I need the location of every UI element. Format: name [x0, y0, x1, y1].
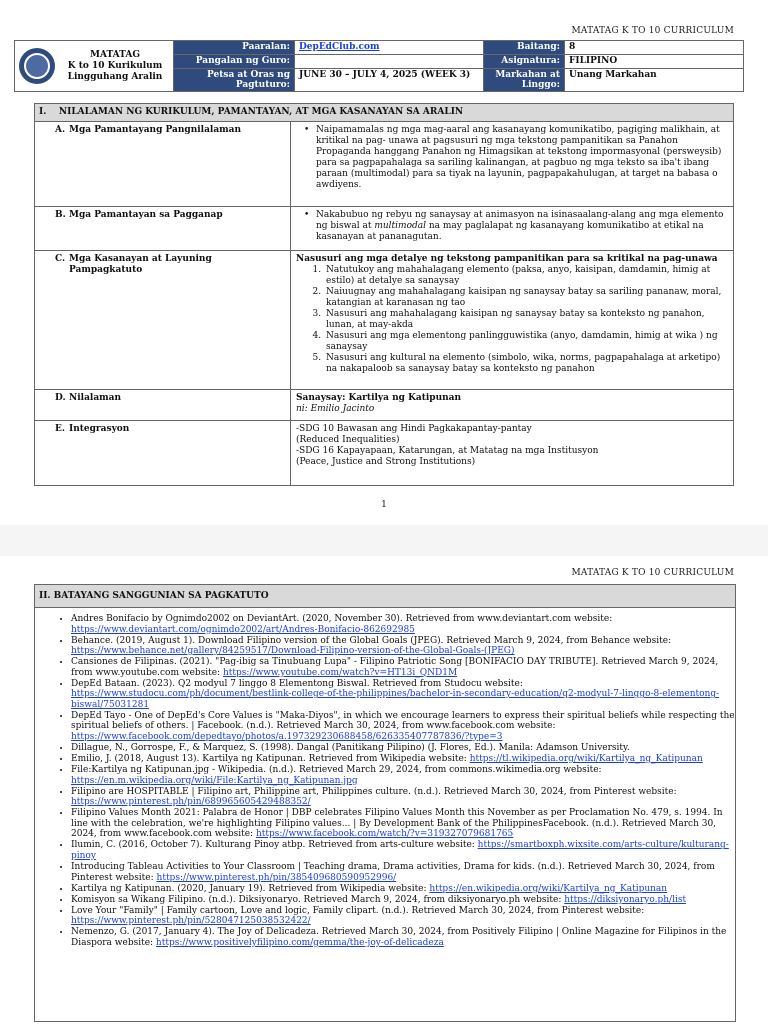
reference-text: Behance. (2019, August 1). Download Filipino version of the Global Goals (JPEG). Retrieved March 9, 2024, from Behance website:: [71, 635, 672, 646]
reference-link[interactable]: https://www.pinterest.ph/pin/385409680590952996/: [156, 872, 397, 883]
reference-text: Ilumin, C. (2016, October 7). Kulturang Pinoy atbp. Retrieved from arts-culture website:: [71, 840, 478, 851]
reference-item: [71, 884, 735, 895]
reference-link[interactable]: https://www.youtube.com/watch?v=HT13i_QND1M: [223, 667, 458, 678]
reference-item: [71, 711, 735, 743]
teacher-label: Pangalan ng Guro:: [174, 55, 295, 69]
reference-item: [71, 743, 735, 754]
row-e: [35, 421, 734, 486]
row-d-label: Nilalaman: [69, 393, 122, 403]
bullet-icon: •: [304, 210, 310, 220]
row-d-letter: D.: [55, 393, 66, 403]
row-e-letter: E.: [55, 424, 65, 434]
row-b: [35, 207, 734, 251]
row-c: [35, 251, 734, 390]
reference-link[interactable]: https://www.pinterest.ph/pin/689965605429488352/: [71, 797, 311, 808]
integration-line: (Reduced Inequalities): [296, 435, 400, 445]
reference-link[interactable]: https://en.m.wikipedia.org/wiki/File:Kartilya_ng_Katipunan.jpg: [71, 775, 358, 786]
date-label: Petsa at Oras ng Pagtuturo:: [174, 69, 295, 92]
lesson-header-table: [14, 40, 744, 92]
reference-text: File:Kartilya ng Katipunan.jpg - Wikipedia. (n.d.). Retrieved March 29, 2024, from commons.wikimedia.org website:: [71, 765, 602, 776]
quarter-value: Unang Markahan: [565, 69, 744, 92]
reference-link[interactable]: https://www.behance.net/gallery/84259517/Download-Filipino-version-of-the-Global-Goals-(JPEG): [71, 646, 515, 657]
logo-cell: [15, 41, 174, 92]
subject-value: FILIPINO: [565, 55, 744, 69]
date-value: JUNE 30 – JULY 4, 2025 (WEEK 3): [295, 69, 484, 92]
row-c-label: Mga Kasanayan at Layuning Pampagkatuto: [69, 254, 212, 275]
lesson-content-title: Sanaysay: Kartilya ng Katipunan: [296, 393, 462, 403]
reference-item: [71, 808, 735, 840]
reference-link[interactable]: https://diksiyonaryo.ph/list: [564, 894, 687, 905]
reference-link[interactable]: https://www.studocu.com/ph/document/bestlink-college-of-the-philippines/bachelor-in-secondary-education/q2-modyul-7-linggo-8-elementong-biswal/75031281: [71, 689, 720, 710]
reference-item: [71, 895, 735, 906]
reference-text: Komisyon sa Wikang Filipino. (n.d.). Diksiyonaryo. Retrieved March 9, 2024, from diksiyonaryo.ph website:: [71, 894, 565, 905]
section1-title: I. NILALAMAN NG KURIKULUM, PAMANTAYAN, AT MGA KASANAYAN SA ARALIN: [35, 104, 734, 122]
reference-link[interactable]: https://tl.wikipedia.org/wiki/Kartilya_ng_Katipunan: [469, 754, 703, 765]
curriculum-header: MATATAG K TO 10 CURRICULUM: [571, 568, 734, 578]
deped-seal-icon: [19, 48, 55, 84]
reference-link[interactable]: https://www.facebook.com/depedtayo/photos/a.197329230688458/626335407787836/?type=3: [71, 731, 503, 742]
reference-link[interactable]: https://www.deviantart.com/ognimdo2002/art/Andres-Bonifacio-862692985: [71, 624, 415, 635]
list-item: 4. Nasusuri ang mga elementong panlingguwistika (anyo, damdamin, himig at wika ) ng sanaysay: [324, 331, 728, 353]
reference-item: [71, 906, 735, 927]
quarter-label: Markahan at Linggo:: [484, 69, 565, 92]
reference-list: [35, 614, 735, 948]
list-item: 5. Nasusuri ang kultural na elemento (simbolo, wika, norms, pagpapahalaga at arketipo) na nakapaloob sa sanaysay batay sa konteksto ng panahon: [324, 353, 728, 375]
reference-link[interactable]: https://smartboxph.wixsite.com/arts-culture/kulturang-pinoy: [71, 840, 729, 861]
reference-item: [71, 765, 735, 786]
reference-item: [71, 927, 735, 948]
school-link[interactable]: DepEdClub.com: [299, 42, 380, 52]
reference-text: Emilio, J. (2018, August 13). Kartilya ng Katipunan. Retrieved from Wikipedia website:: [71, 754, 470, 765]
row-b-text: Nakabubuo ng rebyu ng sanaysay at animasyon na isinasaalang-alang ang mga elemento ng biswal at multimodal na may paglalapat ng kasanayang komunikatibo at etikal na kasanayan at pananagutan.: [316, 210, 724, 242]
reference-link[interactable]: https://en.wikipedia.org/wiki/Kartilya_ng_Katipunan: [429, 883, 668, 894]
row-c-letter: C.: [55, 254, 66, 264]
grade-value: 8: [565, 41, 744, 55]
reference-text: DepEd Tayo - One of DepEd's Core Values is "Maka-Diyos", in which we encourage learners to express their spiritual beliefs while respecting the spiritual beliefs of others. | Facebook. (n.d.). Retrieved March 30, 2024, from www.facebook.com website:: [71, 710, 735, 732]
reference-text: Cansiones de Filipinas. (2021). "Pag-ibig sa Tinubuang Lupa" - Filipino Patriotic Song [BONIFACIO DAY TRIBUTE]. Retrieved March 9, 2024, from www.youtube.com website:: [71, 657, 719, 678]
reference-item: [71, 754, 735, 765]
lesson-title: MATATAG K to 10 Kurikulum Lingguhang Aralin: [67, 49, 163, 82]
row-b-letter: B.: [55, 210, 66, 220]
bullet-icon: •: [304, 125, 310, 135]
reference-text: Filipino Values Month 2021: Palabra de Honor | DBP celebrates Filipino Values Month this November as per Proclamation No. 479, s. 1994. In line with the celebration, we're highlighting Filipino values... | By Development Bank of the PhilippinesFacebook. (n.d.). Retrieved March 30, 2024, from www.facebook.com website:: [71, 808, 723, 840]
reference-link[interactable]: https://www.facebook.com/watch/?v=319327079681765: [255, 829, 514, 840]
reference-text: Introducing Tableau Activities to Your Classroom | Teaching drama, Drama activities, Drama for kids. (n.d.). Retrieved March 30, 2024, from Pinterest website:: [71, 862, 715, 883]
reference-link[interactable]: https://www.pinterest.ph/pin/528047125038532422/: [71, 916, 311, 927]
row-b-label: Mga Pamantayan sa Pagganap: [69, 210, 223, 220]
grade-label: Baitang:: [484, 41, 565, 55]
teacher-value: [295, 55, 484, 69]
row-c-heading: Nasusuri ang mga detalye ng tekstong pampanitikan para sa kritikal na pag-unawa: [296, 254, 718, 264]
reference-item: [71, 679, 735, 711]
row-a-text: Naipamamalas ng mga mag-aaral ang kasanayang komunikatibo, pagiging malikhain, at kritikal na pag- unawa at pagsusuri ng mga tekstong pampanitikan sa Panahon Propaganda hanggang Panahon ng Himagsikan at tekstong impormasyonal (persweysib) para sa pagpapahalaga sa sariling kalinangan, at pagbuo ng mga teksto sa iba't ibang paraan (multimodal) para sa tiyak na layunin, pagpapakahulugan, at target na babasa o awdiyens.: [316, 125, 722, 190]
row-a: [35, 122, 734, 207]
competency-list: [296, 265, 728, 375]
reference-text: Andres Bonifacio by Ognimdo2002 on DeviantArt. (2020, November 30). Retrieved from www.deviantart.com website:: [71, 614, 613, 624]
list-item: 2. Naiuugnay ang mahahalagang kaisipan ng sanaysay batay sa sariling pananaw, moral, katangian at karanasan ng tao: [324, 287, 728, 309]
reference-item: [71, 614, 735, 635]
reference-item: [71, 862, 735, 883]
reference-text: Dillague, N., Gorrospe, F., & Marquez, S. (1998). Dangal (Panitikang Pilipino) (J. Flores, Ed.). Manila: Adamson University.: [71, 742, 630, 753]
row-a-letter: A.: [55, 125, 66, 135]
section2-title: II. BATAYANG SANGGUNIAN SA PAGKATUTO: [35, 585, 735, 608]
subject-label: Asignatura:: [484, 55, 565, 69]
curriculum-content-table: [34, 103, 734, 486]
lesson-content-author: ni: Emilio Jacinto: [296, 404, 375, 414]
reference-link[interactable]: https://www.positivelyfilipino.com/gemma/the-joy-of-delicadeza: [155, 937, 444, 948]
reference-text: DepEd Bataan. (2023). Q2 modyul 7 linggo 8 Elementong Biswal. Retrieved from Studocu website:: [71, 678, 523, 689]
row-a-label: Mga Pamantayang Pangnilalaman: [69, 125, 242, 135]
row-e-label: Integrasyon: [69, 424, 130, 434]
reference-text: Kartilya ng Katipunan. (2020, January 19). Retrieved from Wikipedia website:: [71, 883, 430, 894]
list-item: 1. Natutukoy ang mahahalagang elemento (paksa, anyo, kaisipan, damdamin, himig at estilo) at detalye sa sanaysay: [324, 265, 728, 287]
integration-line: -SDG 10 Bawasan ang Hindi Pagkakapantay-pantay: [296, 424, 532, 434]
reference-item: [71, 787, 735, 808]
document-page-2: [0, 556, 768, 1024]
reference-item: [71, 657, 735, 678]
reference-text: Love Your "Family" | Family cartoon, Love and logic, Family clipart. (n.d.). Retrieved March 30, 2024, from Pinterest website:: [71, 905, 645, 916]
integration-line: (Peace, Justice and Strong Institutions): [296, 457, 476, 467]
reference-item: [71, 636, 735, 657]
school-value: [295, 41, 484, 55]
integration-line: -SDG 16 Kapayapaan, Katarungan, at Matatag na mga Institusyon: [296, 446, 599, 456]
school-label: Paaralan:: [174, 41, 295, 55]
curriculum-header: MATATAG K TO 10 CURRICULUM: [571, 26, 734, 36]
row-d: [35, 390, 734, 421]
reference-text: Filipino are HOSPITABLE | Filipino art, Philippine art, Philippines culture. (n.d.). Retrieved March 30, 2024, from Pinterest website:: [71, 786, 677, 797]
reference-text: Nemenzo, G. (2017, January 4). The Joy of Delicadeza. Retrieved March 30, 2024, from Positively Filipino | Online Magazine for Filipinos in the Diaspora website:: [71, 927, 727, 948]
page-number: 1: [381, 500, 387, 510]
list-item: 3. Nasusuri ang mahahalagang kaisipan ng sanaysay batay sa konteksto ng panahon, lunan, at may-akda: [324, 309, 728, 331]
references-section: [34, 584, 736, 1022]
reference-item: [71, 840, 735, 861]
